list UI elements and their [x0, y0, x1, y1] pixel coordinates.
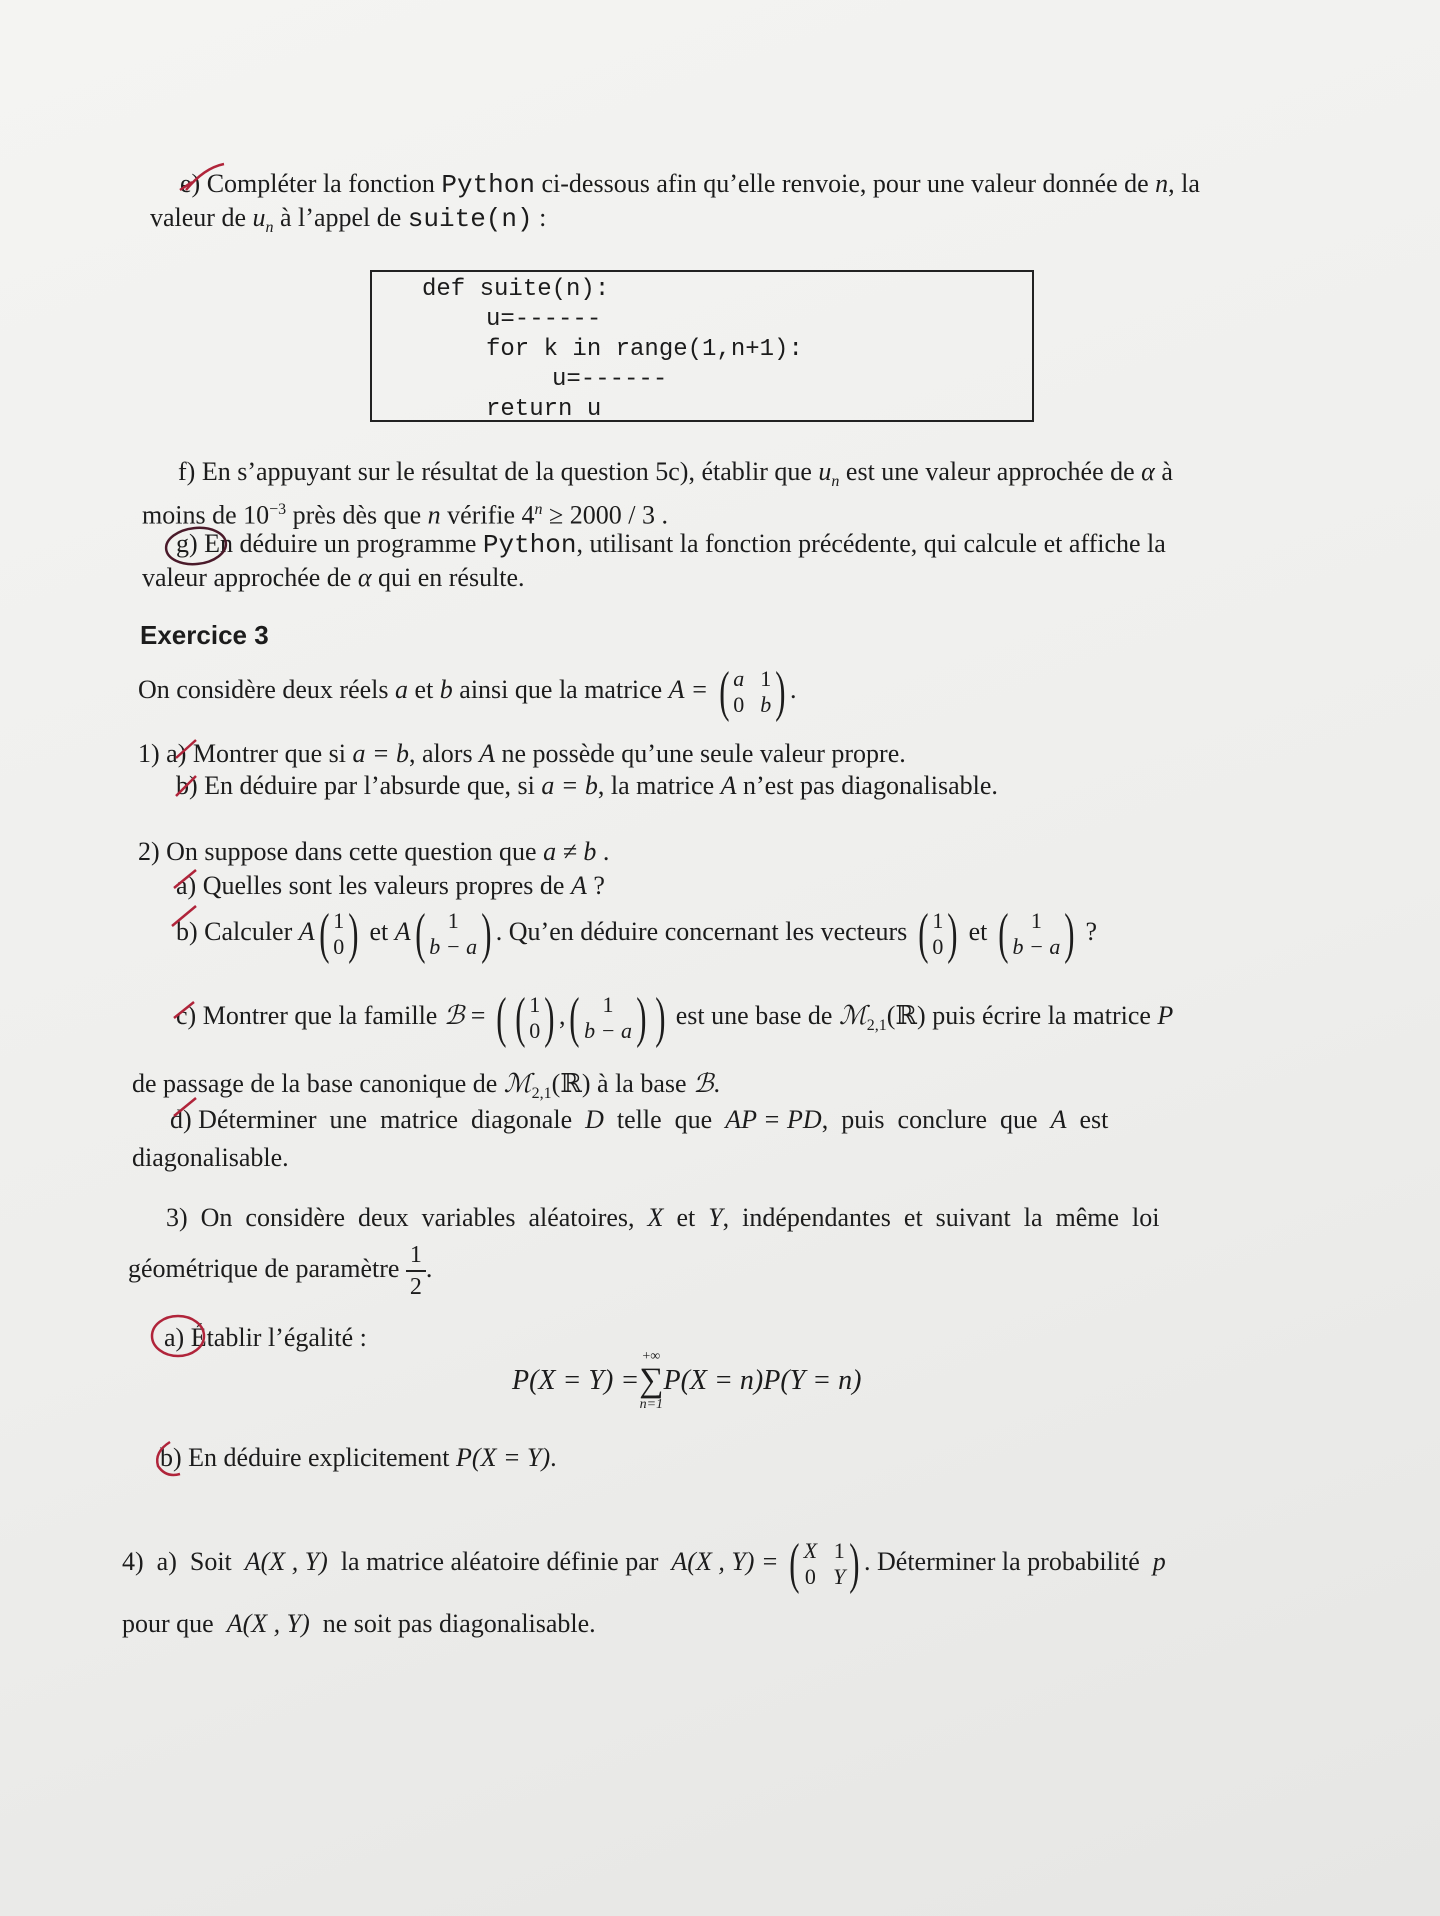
q3-line2: géométrique de paramètre $\frac{1}{2}$ . [128, 1242, 433, 1300]
q3-line1: 3) On considère deux variables aléatoires, X et Y, indépendantes et suivant la même loi [166, 1203, 1160, 1232]
circle-mark-icon [148, 1310, 208, 1480]
fraction-half: $\frac{1}{2}$ [406, 1240, 426, 1302]
vector-1-b-a-b: ( 1 b − a ) [998, 903, 1075, 965]
q2-a: a) Quelles sont les valeurs propres de A ? [176, 871, 605, 900]
q2-b: b) Calculer A( 1 0 ) et A( 1 b − a ) . Qu’en déduire concernant les vecteurs ( 1 0 ) et ( 1 b − a ) ? [176, 903, 1098, 965]
q2-d: d) Déterminer une matrice diagonale D telle que AP = PD, puis conclure que A est [170, 1105, 1109, 1134]
matrix-A: ( a 1 0 b ) [718, 661, 786, 723]
q2-c-line2: de passage de la base canonique de ℳ$_{2,1}$(ℝ) à la base ℬ. [132, 1069, 721, 1103]
part-e-line2: valeur de $u_n$ à l’appel de suite(n) : [150, 203, 547, 237]
q2-intro: 2) On suppose dans cette question que a ≠ b . [138, 837, 610, 866]
formula: P(X = Y) = +∞ ∑ n=1 P(X = n)P(Y = n) [512, 1349, 862, 1412]
q3-a: a) Établir l’égalité : [164, 1323, 367, 1352]
code-box [370, 270, 1034, 422]
basis-vector-1: ( 1 0 ) [514, 987, 555, 1049]
matrix-AXY: ( X 1 0 Y ) [789, 1533, 860, 1595]
part-g-line2: valeur approchée de α qui en résulte. [142, 563, 525, 592]
part-g-label: g) [176, 529, 198, 558]
exercise-title: Exercice 3 [140, 620, 269, 650]
code-line-5: return u [486, 396, 602, 423]
basis-vector-2: ( 1 b − a ) [569, 987, 647, 1049]
q2-c: c) Montrer que la famille ℬ = ( ( 1 0 ) ,( 1 b − a ) ) est une base de ℳ$_{2,1}$(ℝ) puis écrire la matrice P [176, 987, 1174, 1049]
q2-d-line2: diagonalisable. [132, 1143, 289, 1172]
vector-1-b-a: ( 1 b − a ) [414, 903, 492, 965]
checkmark-icon [176, 160, 228, 198]
part-g-line1: g) En déduire un programme Python, utilisant la fonction précédente, qui calcule et affiche la [176, 529, 1166, 560]
code-line-1: def suite(n): [422, 276, 610, 303]
checkmark-icon [170, 866, 204, 1148]
vector-1-0: ( 1 0 ) [318, 903, 359, 965]
part-f-line1: f) En s’appuyant sur le résultat de la question 5c), établir que $u_n$ est une valeur approchée de α à [178, 457, 1173, 491]
code-line-2: u=------ [486, 306, 602, 333]
sum-symbol: +∞ ∑ n=1 [639, 1349, 664, 1412]
checkmark-icon [172, 736, 202, 802]
part-e-label: e) [180, 169, 201, 198]
q1-b: b) En déduire par l’absurde que, si a = b, la matrice A n’est pas diagonalisable. [176, 771, 998, 800]
q4-line2: pour que A(X , Y) ne soit pas diagonalisable. [122, 1609, 596, 1638]
vector-1-0-b: ( 1 0 ) [917, 903, 958, 965]
circle-mark-icon [160, 524, 240, 568]
part-e-line1: e) Compléter la fonction Python ci-dessous afin qu’elle renvoie, pour une valeur donnée de n, la [180, 169, 1200, 200]
exercise-intro: On considère deux réels a et b ainsi que la matrice A = ( a 1 0 b ) . [138, 661, 797, 723]
q3-b: b) En déduire explicitement P(X = Y). [160, 1443, 557, 1472]
q1-a: 1) a) Montrer que si a = b, alors A ne possède qu’une seule valeur propre. [138, 739, 906, 768]
code-line-4: u=------ [552, 366, 668, 393]
code-line-3: for k in range(1,n+1): [486, 336, 803, 363]
part-f-line2: moins de $10^{-3}$ près dès que n vérifie $4^n \ge 2000 / 3$ . [142, 500, 668, 530]
q4-line1: 4) a) Soit A(X , Y) la matrice aléatoire définie par A(X , Y) = ( X 1 0 Y ) . Déterminer la probabilité p [122, 1533, 1166, 1595]
